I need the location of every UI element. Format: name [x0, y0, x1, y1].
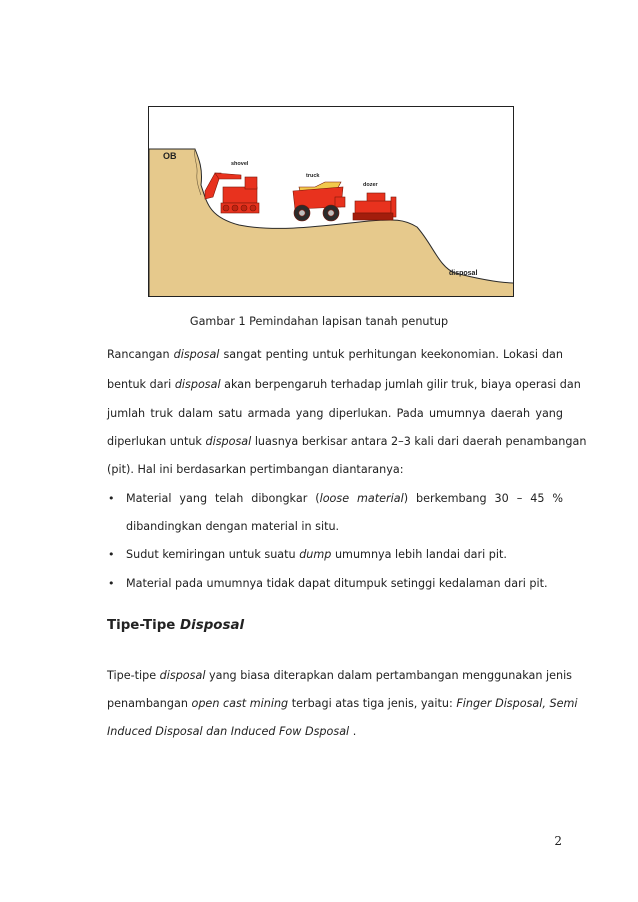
text-run: Sudut kemiringan untuk suatu	[126, 548, 300, 561]
disposal-label: disposal	[449, 270, 478, 277]
para2-line2	[107, 697, 578, 710]
text-run-italic: disposal	[205, 435, 252, 448]
dozer-icon	[353, 193, 396, 220]
bullet1-line2: dibandingkan dengan material in situ.	[126, 520, 340, 533]
text-run-italic: Induced Disposal dan Induced Fow Dsposal	[107, 725, 350, 738]
bullet1-line1	[126, 492, 563, 505]
figure-caption: Gambar 1 Pemindahan lapisan tanah penutup	[189, 315, 449, 328]
shovel-icon	[205, 173, 259, 213]
text-run: .	[349, 725, 357, 738]
text-run: luasnya berkisar antara 2–3 kali dari daerah penambangan	[251, 435, 587, 448]
text-run: terbagi atas tiga jenis, yaitu:	[288, 697, 457, 710]
heading-run-italic: Disposal	[180, 618, 245, 633]
text-run-italic: disposal	[159, 669, 206, 682]
bullet-symbol: •	[108, 577, 115, 590]
text-run: Rancangan	[107, 348, 174, 361]
dozer-label: dozer	[363, 182, 378, 188]
text-run-italic: disposal	[173, 348, 220, 361]
text-run: Material yang telah dibongkar (	[126, 492, 320, 505]
para2-line1	[107, 669, 573, 682]
bullet2	[126, 548, 563, 561]
section-heading	[107, 618, 244, 633]
page-number: 2	[554, 834, 562, 848]
text-run-italic: disposal	[174, 378, 221, 391]
truck-icon	[293, 182, 345, 221]
text-run-italic: dump	[299, 548, 332, 561]
text-run: diperlukan untuk	[107, 435, 206, 448]
text-run-italic: loose material	[319, 492, 404, 505]
text-run: penambangan	[107, 697, 192, 710]
para2-line3	[107, 725, 563, 738]
text-run: Tipe-tipe	[107, 669, 160, 682]
text-run: umumnya lebih landai dari pit.	[331, 548, 507, 561]
text-run-italic: Finger Disposal, Semi	[456, 697, 578, 710]
para1-line1	[107, 348, 563, 361]
text-run: bentuk dari	[107, 378, 175, 391]
figure-illustration	[149, 107, 514, 297]
ob-label: OB	[163, 151, 177, 161]
text-run-italic: open cast mining	[191, 697, 289, 710]
disposal-figure	[148, 106, 514, 297]
heading-run: Tipe-Tipe	[107, 618, 181, 633]
truck-label: truck	[306, 173, 320, 179]
para1-line4	[107, 435, 587, 448]
text-run: sangat penting untuk perhitungan keekonomian. Lokasi dan	[219, 348, 563, 361]
text-run: akan berpengaruh terhadap jumlah gilir truk, biaya operasi dan	[220, 378, 581, 391]
text-run: yang biasa diterapkan dalam pertambangan menggunakan jenis	[205, 669, 573, 682]
text-run: ) berkembang 30 – 45 %	[403, 492, 564, 505]
bullet-symbol: •	[108, 548, 115, 561]
para1-line3: jumlah truk dalam satu armada yang diperlukan. Pada umumnya daerah yang	[107, 407, 563, 420]
para1-line2	[107, 378, 581, 391]
bullet-symbol: •	[108, 492, 115, 505]
shovel-label: shovel	[231, 161, 249, 167]
para1-line5: (pit). Hal ini berdasarkan pertimbangan diantaranya:	[107, 463, 404, 476]
bullet3: Material pada umumnya tidak dapat ditumpuk setinggi kedalaman dari pit.	[126, 577, 548, 590]
